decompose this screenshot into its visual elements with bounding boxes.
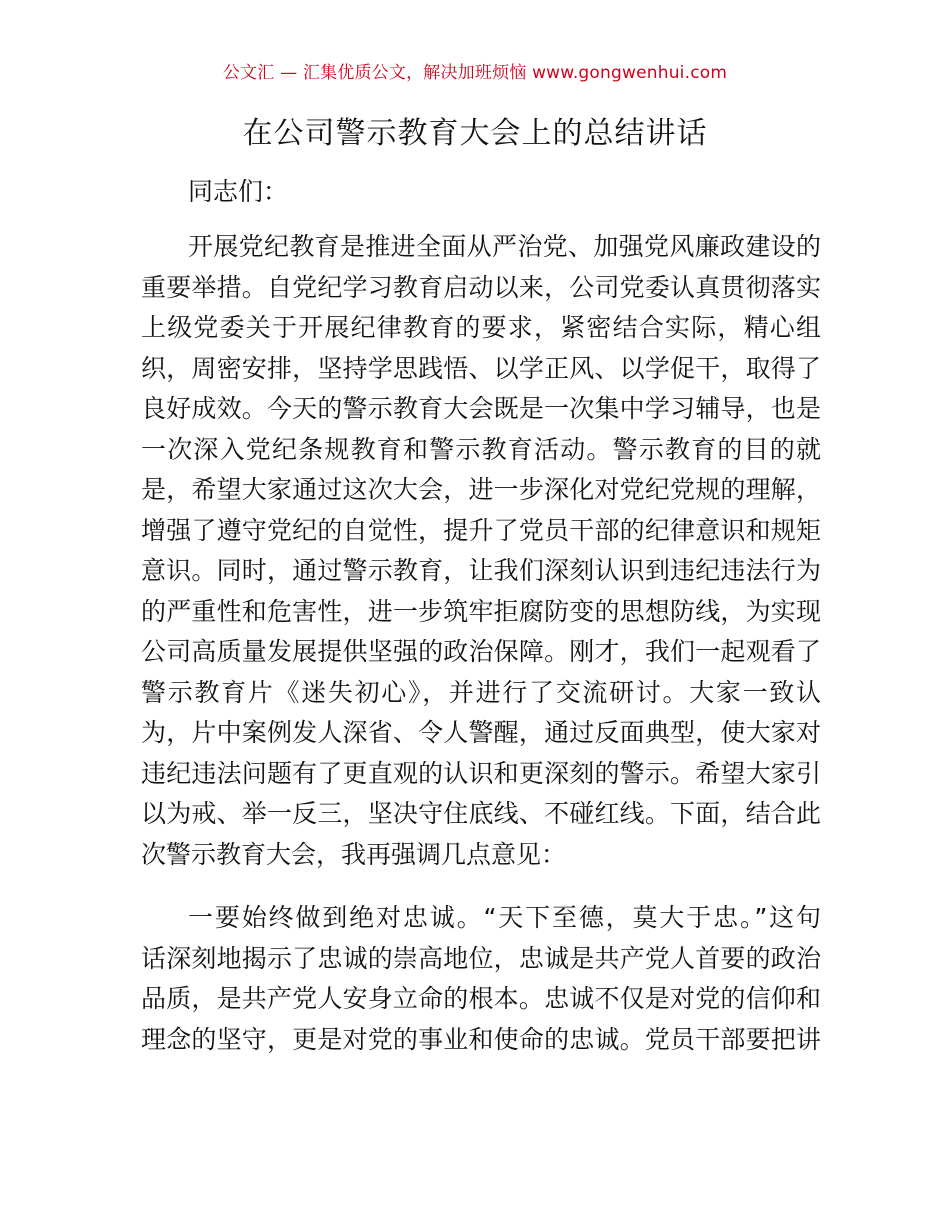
paragraph-line: 以为戒、举一反三，坚决守住底线、不碰红线。下面，结合此 [141,799,821,828]
paragraph-line: 增强了遵守党纪的自觉性，提升了党员干部的纪律意识和规矩 [141,515,821,545]
salutation: 同志们： [188,177,289,206]
watermark-header [0,58,950,83]
watermark-url: www.gongwenhui.com [532,63,728,83]
paragraph-intro [141,227,821,875]
paragraph-line: 开展党纪教育是推进全面从严治党、加强党风廉政建设的 [188,232,821,261]
watermark-brand: 公文汇 — 汇集优质公文，解决加班烦恼 [222,63,533,83]
paragraph-line: 公司高质量发展提供坚强的政治保障。刚才，我们一起观看了 [141,637,821,666]
paragraph-line: 一要始终做到绝对忠诚。“天下至德，莫大于忠。”这句 [188,903,821,932]
paragraph-line: 为，片中案例发人深省、令人警醒，通过反面典型，使大家对 [141,718,821,747]
paragraph-line: 次警示教育大会，我再强调几点意见： [141,839,567,869]
paragraph-line: 意识。同时，通过警示教育，让我们深刻认识到违纪违法行为 [141,556,821,585]
paragraph-line: 重要举措。自党纪学习教育启动以来，公司党委认真贯彻落实 [141,272,821,302]
document-title: 在公司警示教育大会上的总结讲话 [242,116,708,151]
paragraph-line: 良好成效。今天的警示教育大会既是一次集中学习辅导，也是 [141,394,821,423]
paragraph-line: 一次深入党纪条规教育和警示教育活动。警示教育的目的就 [141,434,821,464]
paragraph-line: 的严重性和危害性，进一步筑牢拒腐防变的思想防线，为实现 [141,596,821,626]
paragraph-line: 话深刻地揭示了忠诚的崇高地位，忠诚是共产党人首要的政治 [141,943,821,973]
paragraph-line: 上级党委关于开展纪律教育的要求，紧密结合实际，精心组 [141,313,821,342]
paragraph-line: 违纪违法问题有了更直观的认识和更深刻的警示。希望大家引 [141,758,821,788]
paragraph-line: 理念的坚守，更是对党的事业和使命的忠诚。党员干部要把讲 [141,1024,821,1054]
paragraph-line: 品质，是共产党人安身立命的根本。忠诚不仅是对党的信仰和 [141,984,821,1013]
paragraph-point-one [141,898,821,1060]
paragraph-line: 警示教育片《迷失初心》，并进行了交流研讨。大家一致认 [141,677,821,707]
paragraph-line: 织，周密安排，坚持学思践悟、以学正风、以学促干，取得了 [141,353,821,383]
paragraph-line: 是，希望大家通过这次大会，进一步深化对党纪党规的理解， [141,475,821,504]
